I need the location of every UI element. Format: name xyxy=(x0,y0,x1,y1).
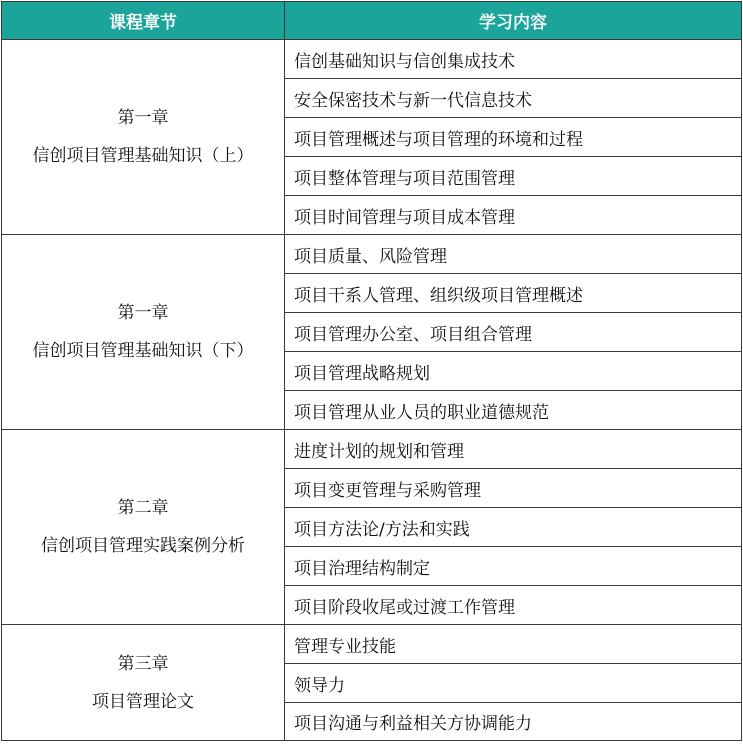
chapter-cell xyxy=(2,235,285,430)
table-header-row xyxy=(2,2,742,40)
chapter-number: 第一章 xyxy=(117,108,169,128)
topic-cell: 项目阶段收尾或过渡工作管理 xyxy=(285,586,742,625)
topic-cell: 项目干系人管理、组织级项目管理概述 xyxy=(285,274,742,313)
chapter-number: 第一章 xyxy=(117,303,169,323)
chapter-number: 第三章 xyxy=(117,653,169,674)
topic-cell: 项目方法论/方法和实践 xyxy=(285,508,742,547)
header-content: 学习内容 xyxy=(285,2,742,40)
topic-cell: 项目时间管理与项目成本管理 xyxy=(285,196,742,235)
topic-cell: 信创基础知识与信创集成技术 xyxy=(285,40,742,79)
topic-cell: 项目变更管理与采购管理 xyxy=(285,469,742,508)
table-row xyxy=(2,235,742,274)
chapter-cell xyxy=(2,430,285,625)
chapter-title: 项目管理论文 xyxy=(92,691,194,712)
topic-cell: 项目治理结构制定 xyxy=(285,547,742,586)
topic-cell: 管理专业技能 xyxy=(285,625,742,664)
course-table xyxy=(1,1,742,741)
topic-cell: 项目管理概述与项目管理的环境和过程 xyxy=(285,118,742,157)
topic-cell: 安全保密技术与新一代信息技术 xyxy=(285,79,742,118)
table-row xyxy=(2,40,742,79)
topic-cell: 项目管理从业人员的职业道德规范 xyxy=(285,391,742,430)
chapter-number: 第二章 xyxy=(117,498,169,518)
topic-cell: 项目沟通与利益相关方协调能力 xyxy=(285,703,742,741)
topic-cell: 项目质量、风险管理 xyxy=(285,235,742,274)
topic-cell: 进度计划的规划和管理 xyxy=(285,430,742,469)
chapter-title: 信创项目管理基础知识（下） xyxy=(32,341,254,361)
topic-cell: 项目管理战略规划 xyxy=(285,352,742,391)
topic-cell: 项目整体管理与项目范围管理 xyxy=(285,157,742,196)
table-row xyxy=(2,625,742,664)
header-chapter: 课程章节 xyxy=(2,2,285,40)
table-row xyxy=(2,430,742,469)
chapter-cell xyxy=(2,625,285,741)
chapter-cell xyxy=(2,40,285,235)
chapter-title: 信创项目管理实践案例分析 xyxy=(41,536,245,556)
topic-cell: 项目管理办公室、项目组合管理 xyxy=(285,313,742,352)
topic-cell: 领导力 xyxy=(285,664,742,703)
chapter-title: 信创项目管理基础知识（上） xyxy=(32,146,254,166)
